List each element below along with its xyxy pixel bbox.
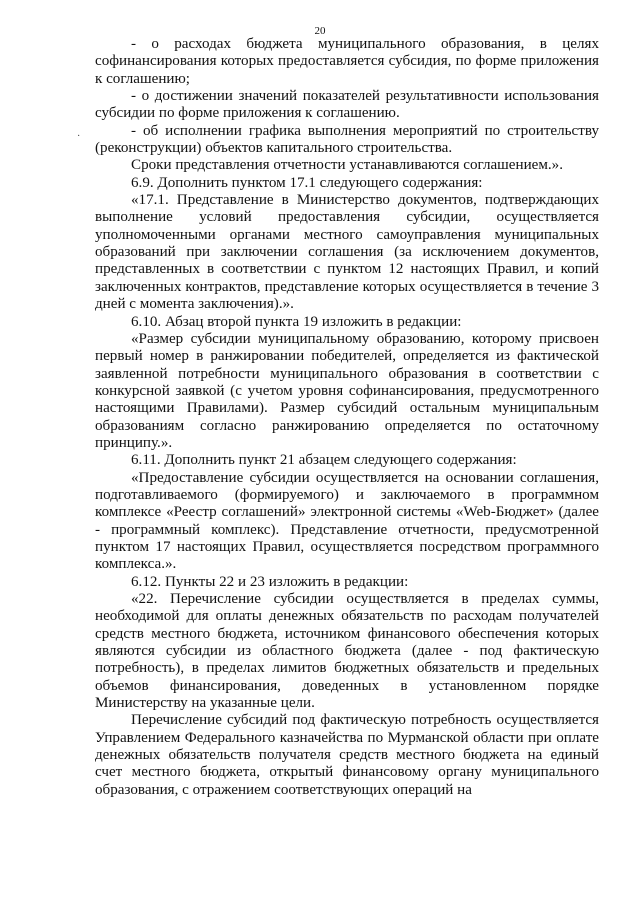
- document-body: [95, 36, 599, 799]
- paragraph-item-6-9: 6.9. Дополнить пунктом 17.1 следующего содержания:: [131, 174, 483, 191]
- paragraph-expenses-report: - о расходах бюджета муниципального образования, в целях софинансирования которых предоставляется субсидия, по форме приложения к соглашению;: [95, 36, 599, 87]
- paragraph-item-6-11: 6.11. Дополнить пункт 21 абзацем следующего содержания:: [131, 452, 517, 469]
- page-number: 20: [314, 25, 326, 37]
- margin-mark: ·: [77, 131, 81, 142]
- paragraph-reporting-deadlines: Сроки представления отчетности устанавливаются соглашением.».: [131, 157, 563, 174]
- paragraph-item-6-12: 6.12. Пункты 22 и 23 изложить в редакции:: [131, 573, 409, 590]
- paragraph-subsidy-agreement: «Предоставление субсидии осуществляется на основании соглашения, подготавливаемого (формируемого) и заключаемого в программном комплексе «Реестр соглашений» электронной системы «Web-Бюджет» (далее - программный комплекс). Представление отчетности, предусмотренной пунктом 17 настоящих Правил, осуществляется посредством программного комплекса.».: [95, 469, 599, 573]
- paragraph-schedule-report: - об исполнении графика выполнения мероприятий по строительству (реконструкции) объектов капитального строительства.: [95, 122, 599, 157]
- paragraph-subsidy-size: «Размер субсидии муниципальному образованию, которому присвоен первый номер в ранжировании победителей, определяется из фактической заявленной потребности муниципального образования в соответствии с конкурсной заявкой (с учетом уровня софинансирования, предусмотренного настоящими Правилами). Размер субсидий остальным муниципальным образованиям согласно ранжированию определяется по остаточному принципу.».: [95, 330, 599, 451]
- paragraph-subsidy-transfer: Перечисление субсидий под фактическую потребность осуществляется Управлением Федерального казначейства по Мурманской области при оплате денежных обязательств получателя средств местного бюджета на единый счет местного бюджета, открытый финансовому органу муниципального образования, с отражением соответствующих операций на: [95, 712, 599, 798]
- paragraph-clause-22: «22. Перечисление субсидии осуществляется в пределах суммы, необходимой для оплаты денежных обязательств по расходам получателей средств местного бюджета, источником финансового обеспечения которых являются субсидии из областного бюджета (далее - под фактическую потребность), в пределах лимитов бюджетных обязательств и предельных объемов финансирования, доведенных в установленном порядке Министерству на указанные цели.: [95, 591, 599, 712]
- paragraph-indicators-report: - о достижении значений показателей результативности использования субсидии по форме приложения к соглашению.: [95, 88, 599, 122]
- paragraph-item-6-10: 6.10. Абзац второй пункта 19 изложить в редакции:: [131, 313, 462, 330]
- paragraph-clause-17-1: «17.1. Представление в Министерство документов, подтверждающих выполнение условий предоставления субсидии, осуществляется уполномоченными органами местного самоуправления муниципальных образований при заключении соглашения (за исключением документов, представленных в соответствии с пунктом 12 настоящих Правил, и копий заключенных контрактов, представление которых осуществляется в течение 3 дней с момента заключения).».: [95, 192, 599, 313]
